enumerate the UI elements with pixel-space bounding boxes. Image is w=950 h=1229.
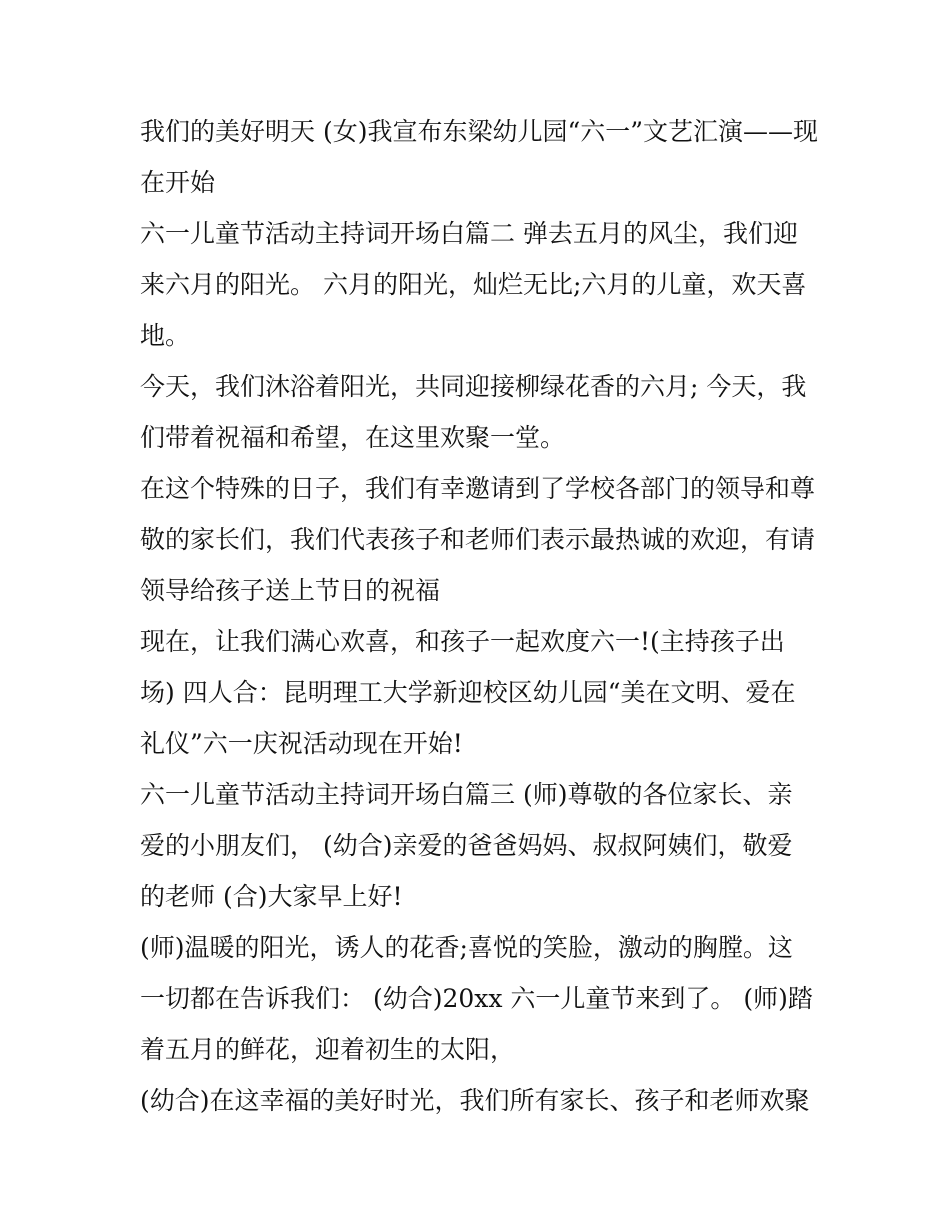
text-line-15: 爱的小朋友们， (幼合)亲爱的爸爸妈妈、叔叔阿姨们，敬爱 — [140, 831, 793, 860]
text-line-16: 的老师 (合)大家早上好! — [140, 882, 403, 911]
text-line-20: (幼合)在这幸福的美好时光，我们所有家长、孩子和老师欢聚 — [140, 1086, 810, 1115]
text-line-7: 们带着祝福和希望，在这里欢聚一堂。 — [140, 423, 566, 452]
text-line-14: 六一儿童节活动主持词开场白篇三 (师)尊敬的各位家长、亲 — [140, 780, 793, 809]
text-line-10: 领导给孩子送上节日的祝福 — [140, 576, 441, 605]
text-line-12: 场) 四人合：昆明理工大学新迎校区幼儿园“美在文明、爱在 — [140, 678, 796, 707]
text-line-18: 一切都在告诉我们： (幼合)20xx 六一儿童节来到了。 (师)踏 — [140, 984, 813, 1013]
text-line-5: 地。 — [140, 321, 191, 350]
text-line-17: (师)温暖的阳光，诱人的花香;喜悦的笑脸，激动的胸膛。这 — [140, 933, 793, 962]
text-line-8: 在这个特殊的日子，我们有幸邀请到了学校各部门的领导和尊 — [140, 474, 816, 503]
text-line-9: 敬的家长们，我们代表孩子和老师们表示最热诚的欢迎，有请 — [140, 525, 816, 554]
text-line-11: 现在，让我们满心欢喜，和孩子一起欢度六一!(主持孩子出 — [140, 627, 785, 656]
text-line-19: 着五月的鲜花，迎着初生的太阳， — [140, 1035, 516, 1064]
document-body — [140, 106, 820, 1126]
text-line-1: 我们的美好明天 (女)我宣布东梁幼儿园“六一”文艺汇演——现 — [140, 117, 819, 146]
text-line-4: 来六月的阳光。 六月的阳光，灿烂无比;六月的儿童，欢天喜 — [140, 270, 807, 299]
text-line-2: 在开始 — [140, 168, 216, 197]
text-line-13: 礼仪”六一庆祝活动现在开始! — [140, 729, 463, 758]
text-line-3: 六一儿童节活动主持词开场白篇二 弹去五月的风尘，我们迎 — [140, 219, 798, 248]
text-line-6: 今天，我们沐浴着阳光，共同迎接柳绿花香的六月; 今天，我 — [140, 372, 807, 401]
